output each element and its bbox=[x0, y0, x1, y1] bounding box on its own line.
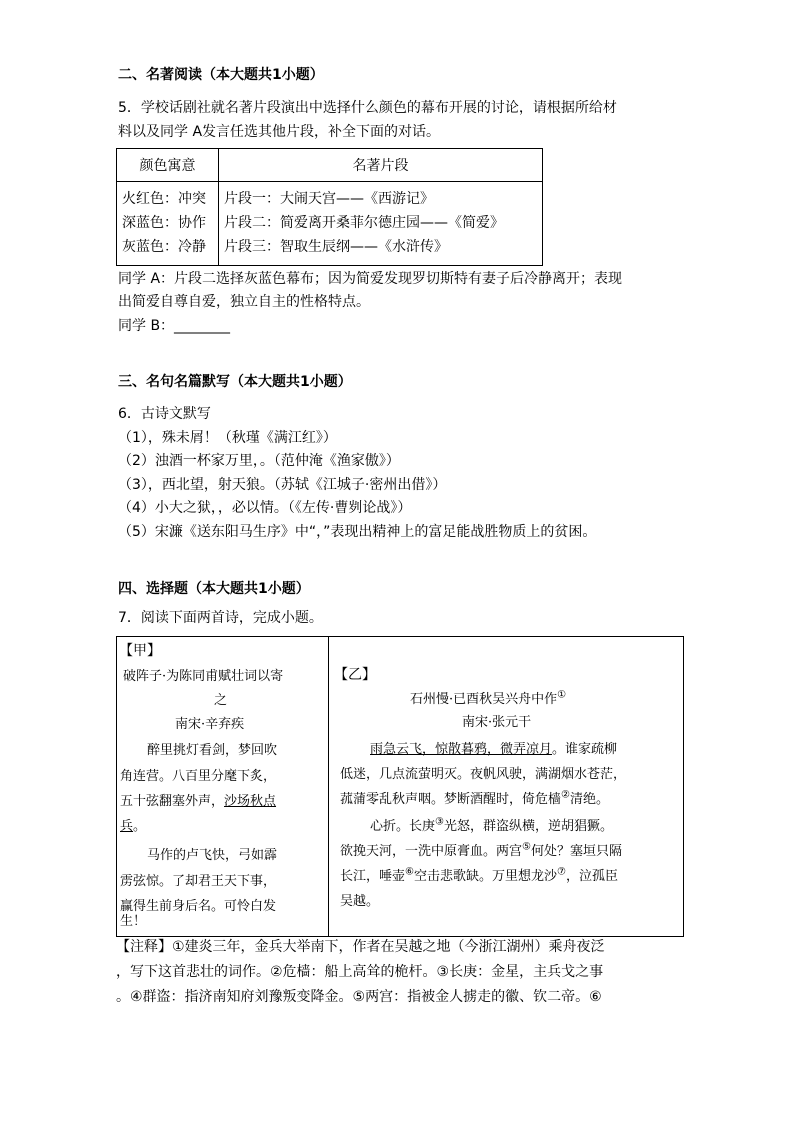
student-a-line-1: 同学 A：片段二选择灰蓝色幕布；因为简爱发现罗切斯特有妻子后冷静离开；表现 bbox=[118, 271, 623, 287]
poem-jia-text: 。 bbox=[133, 819, 147, 834]
footnote-mark: ⑦ bbox=[557, 866, 566, 878]
poem-jia-title-1: 破阵子·为陈同甫赋壮词以寄 bbox=[123, 669, 284, 684]
footnote-mark: ③ bbox=[435, 816, 444, 828]
section-heading-2: 二、名著阅读（本大题共1小题） bbox=[118, 67, 324, 83]
poem-yi-text: 。谁家疏柳 bbox=[552, 742, 618, 757]
poem-yi-line: 低迷，几点流萤明灭。夜帆风驶，满湖烟水苍茫， bbox=[340, 767, 627, 782]
poem-yi-label: 【乙】 bbox=[334, 667, 376, 683]
poem-yi-line bbox=[370, 815, 613, 839]
color-meaning-3: 灰蓝色：冷静 bbox=[122, 239, 206, 255]
footnote-mark: ② bbox=[561, 789, 570, 801]
poem-yi-text: 菰蒲零乱秋声咽。梦断酒醒时，倚危樯 bbox=[340, 792, 562, 807]
poem-yi-line bbox=[340, 865, 618, 889]
notes-line-1: 【注释】①建炎三年，金兵大举南下，作者在吴越之地（今浙江湖州）乘舟夜泛 bbox=[116, 939, 605, 955]
question-5-line-1: 5．学校话剧社就名著片段演出中选择什么颜色的幕布开展的讨论，请根据所给材 bbox=[118, 100, 617, 116]
poem-jia-underlined: 沙场秋点 bbox=[224, 794, 277, 809]
question-6: 6．古诗文默写 bbox=[118, 406, 211, 422]
poem-jia-author: 南宋·辛弃疾 bbox=[175, 717, 245, 732]
poem-yi-text: 欲挽天河，一洗中原膏血。两宫 bbox=[340, 844, 523, 859]
fragment-1: 片段一：大闹天宫——《西游记》 bbox=[224, 191, 434, 207]
table-header-color: 颜色寓意 bbox=[117, 149, 219, 182]
poem-jia-title-2: 之 bbox=[214, 693, 228, 708]
poem-divider bbox=[328, 637, 329, 936]
question-5-line-2: 料以及同学 A发言任选其他片段，补全下面的对话。 bbox=[118, 124, 441, 140]
poem-jia-line: 赢得生前身后名。可怜白发 bbox=[120, 899, 277, 914]
poem-jia-line: 角连营。八百里分麾下炙， bbox=[120, 769, 277, 784]
fragment-2: 片段二：简爱离开桑菲尔德庄园——《简爱》 bbox=[224, 215, 504, 231]
poem-yi-line bbox=[340, 840, 622, 864]
section-heading-3: 三、名句名篇默写（本大题共1小题） bbox=[118, 374, 352, 390]
poem-yi-text: 空击悲歌缺。万里想龙沙 bbox=[413, 869, 557, 884]
recitation-item-3: （3），西北望，射天狼。（苏轼《江城子·密州出借》） bbox=[118, 477, 447, 493]
table-header-fragment: 名著片段 bbox=[219, 149, 543, 182]
color-fragment-table bbox=[116, 148, 543, 266]
poem-jia-line: 生！ bbox=[120, 914, 147, 929]
student-b-line: 同学 B：________ bbox=[118, 318, 231, 334]
poem-yi-text: 光怒，群盗纵横，逆胡猖獗。 bbox=[443, 819, 613, 834]
recitation-item-5: （5）宋濂《送东阳马生序》中“，”表现出精神上的富足能战胜物质上的贫困。 bbox=[118, 524, 597, 540]
poem-jia-text: 五十弦翻塞外声， bbox=[120, 794, 225, 809]
recitation-item-4: （4）小大之狱，，必以情。（《左传·曹刿论战》） bbox=[118, 500, 412, 516]
question-7: 7．阅读下面两首诗，完成小题。 bbox=[118, 610, 323, 626]
poem-yi-text: 何处？塞垣只隔 bbox=[530, 844, 622, 859]
poem-yi-text: 心折。长庚 bbox=[370, 819, 436, 834]
footnote-mark: ① bbox=[557, 689, 567, 701]
color-meaning-2: 深蓝色：协作 bbox=[122, 215, 206, 231]
recitation-item-1: （1），殊未屑！（秋瑾《满江红》） bbox=[118, 430, 337, 446]
poem-yi-author: 南宋·张元干 bbox=[462, 715, 532, 730]
section-heading-4: 四、选择题（本大题共1小题） bbox=[118, 581, 310, 597]
table-color-cell bbox=[117, 182, 219, 266]
poem-jia-line: 醉里挑灯看剑，梦回吹 bbox=[147, 743, 278, 758]
poem-yi-line bbox=[340, 788, 609, 812]
footnote-mark: ⑤ bbox=[522, 841, 531, 853]
notes-line-2: ，写下这首悲壮的词作。②危樯：船上高耸的桅杆。③长庚：金星，主兵戈之事 bbox=[116, 964, 604, 980]
poem-yi-line bbox=[370, 738, 617, 762]
fragment-3: 片段三：智取生辰纲——《水浒传》 bbox=[224, 239, 448, 255]
poem-yi-title-text: 石州慢·已酉秋吴兴舟中作 bbox=[410, 692, 558, 707]
notes-line-3: 。④群盗：指济南知府刘豫叛变降金。⑤两宫：指被金人掳走的徽、钦二帝。⑥ bbox=[116, 989, 602, 1005]
footnote-mark: ⑥ bbox=[405, 866, 414, 878]
poem-jia-line: 马作的卢飞快，弓如霹 bbox=[147, 848, 278, 863]
poem-yi-line: 吴越。 bbox=[340, 894, 380, 909]
poem-yi-text: 长江，唾壶 bbox=[340, 869, 406, 884]
poem-yi-underlined: 雨急云飞，惊散暮鸦，微弄凉月 bbox=[370, 742, 553, 757]
poem-jia-underlined: 兵 bbox=[120, 819, 134, 834]
poem-jia-line: 雳弦惊。了却君王天下事， bbox=[120, 874, 277, 889]
color-meaning-1: 火红色：冲突 bbox=[122, 191, 206, 207]
poem-comparison-box bbox=[116, 636, 684, 937]
recitation-item-2: （2）浊酒一杯家万里，。（范仲淹《渔家傲》） bbox=[118, 453, 400, 469]
poem-yi-text: 清绝。 bbox=[569, 792, 609, 807]
student-a-line-2: 出简爱自尊自爱，独立自主的性格特点。 bbox=[118, 294, 370, 310]
table-fragment-cell bbox=[219, 182, 543, 266]
poem-yi-title bbox=[410, 688, 566, 712]
poem-jia-line bbox=[120, 815, 146, 839]
poem-yi-text: ，泣孤臣 bbox=[565, 869, 618, 884]
poem-jia-line bbox=[120, 790, 276, 814]
poem-jia-label: 【甲】 bbox=[119, 643, 161, 659]
